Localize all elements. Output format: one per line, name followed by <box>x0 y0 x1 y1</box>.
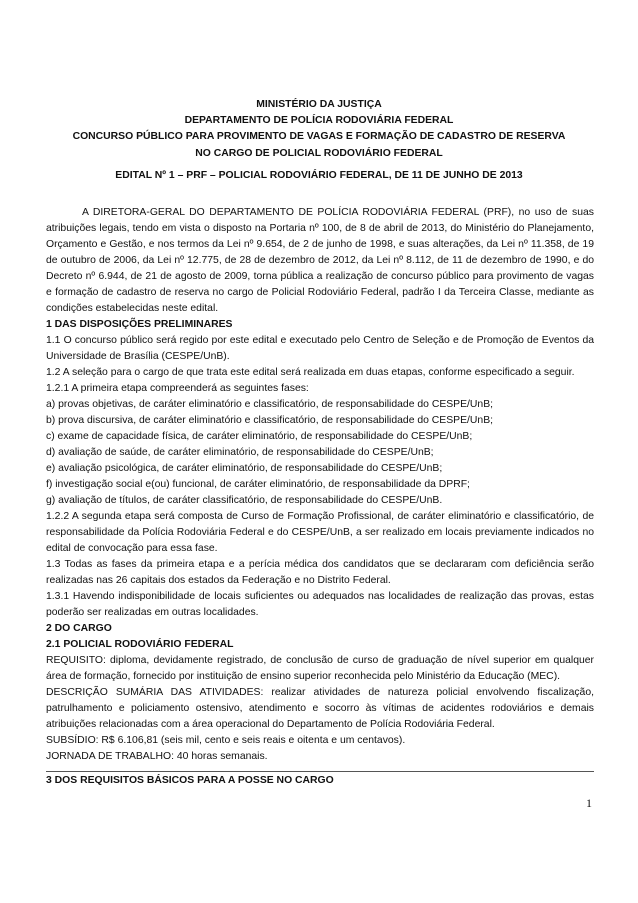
header-department: DEPARTAMENTO DE POLÍCIA RODOVIÁRIA FEDERAL <box>184 115 454 127</box>
requisito-paragraph: REQUISITO: diploma, devidamente registrado, de conclusão de curso de graduação de nível superior em qualquer área de formação, fornecido por instituição de ensino superior reconhecida pelo Ministério da Educação (MEC). <box>46 655 594 682</box>
phase-g: g) avaliação de títulos, de caráter classificatório, de responsabilidade do CESPE/UnB. <box>46 495 443 506</box>
intro-paragraph: A DIRETORA-GERAL DO DEPARTAMENTO DE POLÍCIA RODOVIÁRIA FEDERAL (PRF), no uso de suas atribuições legais, tendo em vista o disposto na Portaria nº 100, de 8 de abril de 2013, do Ministério do Planejamento, Orçamento e Gestão, e nos termos da Lei nº 9.654, de 2 de junho de 1998, e suas alterações, da Lei nº 11.358, de 19 de outubro de 2006, da Lei nº 12.775, de 28 de dezembro de 2012, da Lei nº 8.112, de 11 de dezembro de 1990, e do Decreto nº 6.944, de 21 de agosto de 2009, torna pública a realização de concurso público para provimento de vagas e formação de cadastro de reserva no cargo de Policial Rodoviário Federal, padrão I da Terceira Classe, mediante as condições estabelecidas neste edital. <box>46 207 594 314</box>
document-body <box>46 205 594 765</box>
section-3-title: 3 DOS REQUISITOS BÁSICOS PARA A POSSE NO CARGO <box>46 775 334 786</box>
jornada-line: JORNADA DE TRABALHO: 40 horas semanais. <box>46 751 268 762</box>
header-position: NO CARGO DE POLICIAL RODOVIÁRIO FEDERAL <box>195 147 443 159</box>
header-edital-title: EDITAL Nº 1 – PRF – POLICIAL RODOVIÁRIO FEDERAL, DE 11 DE JUNHO DE 2013 <box>115 169 523 181</box>
phase-f: f) investigação social e(ou) funcional, de caráter eliminatório, de responsabilidade da DPRF; <box>46 479 470 490</box>
item-1-3: 1.3 Todas as fases da primeira etapa e a perícia médica dos candidatos que se declararam com deficiência serão realizadas nas 26 capitais dos estados da Federação e no Distrito Federal. <box>46 559 594 586</box>
page-number: 1 <box>586 796 592 810</box>
section-2-title: 2 DO CARGO <box>46 623 112 634</box>
item-1-3-1: 1.3.1 Havendo indisponibilidade de locais suficientes ou adequados nas localidades de realização das provas, estas poderão ser realizadas em outras localidades. <box>46 591 594 618</box>
section-1-title: 1 DAS DISPOSIÇÕES PRELIMINARES <box>46 319 233 330</box>
item-1-2-1: 1.2.1 A primeira etapa compreenderá as seguintes fases: <box>46 383 309 394</box>
section-2-1-title: 2.1 POLICIAL RODOVIÁRIO FEDERAL <box>46 639 234 650</box>
item-1-2-2: 1.2.2 A segunda etapa será composta de Curso de Formação Profissional, de caráter eliminatório e classificatório, de responsabilidade da Polícia Rodoviária Federal e do CESPE/UnB, a ser realizado em locais previamente indicados no edital de convocação para essa fase. <box>46 511 594 554</box>
header-contest: CONCURSO PÚBLICO PARA PROVIMENTO DE VAGAS E FORMAÇÃO DE CADASTRO DE RESERVA <box>72 131 566 143</box>
item-1-1: 1.1 O concurso público será regido por este edital e executado pelo Centro de Seleção e de Promoção de Eventos da Universidade de Brasília (CESPE/UnB). <box>46 335 594 362</box>
phase-c: c) exame de capacidade física, de caráter eliminatório, de responsabilidade do CESPE/UnB; <box>46 431 473 442</box>
document-header <box>40 97 598 184</box>
subsidio-line: SUBSÍDIO: R$ 6.106,81 (seis mil, cento e seis reais e oitenta e um centavos). <box>46 735 406 746</box>
item-1-2: 1.2 A seleção para o cargo de que trata este edital será realizada em duas etapas, conforme especificado a seguir. <box>46 367 575 378</box>
section-divider <box>46 771 594 772</box>
phase-b: b) prova discursiva, de caráter eliminatório e classificatório, de responsabilidade do CESPE/UnB; <box>46 415 494 426</box>
header-ministry: MINISTÉRIO DA JUSTIÇA <box>256 99 382 110</box>
phase-a: a) provas objetivas, de caráter eliminatório e classificatório, de responsabilidade do CESPE/UnB; <box>46 399 494 410</box>
descricao-paragraph: DESCRIÇÃO SUMÁRIA DAS ATIVIDADES: realizar atividades de natureza policial envolvendo fiscalização, patrulhamento e policiamento ostensivo, atendimento e socorro às vítimas de acidentes rodoviários e demais atribuições relacionadas com a área operacional do Departamento de Polícia Rodoviária Federal. <box>46 687 594 730</box>
phase-d: d) avaliação de saúde, de caráter eliminatório, de responsabilidade do CESPE/UnB; <box>46 447 434 458</box>
phase-e: e) avaliação psicológica, de caráter eliminatório, de responsabilidade do CESPE/UnB; <box>46 463 443 474</box>
